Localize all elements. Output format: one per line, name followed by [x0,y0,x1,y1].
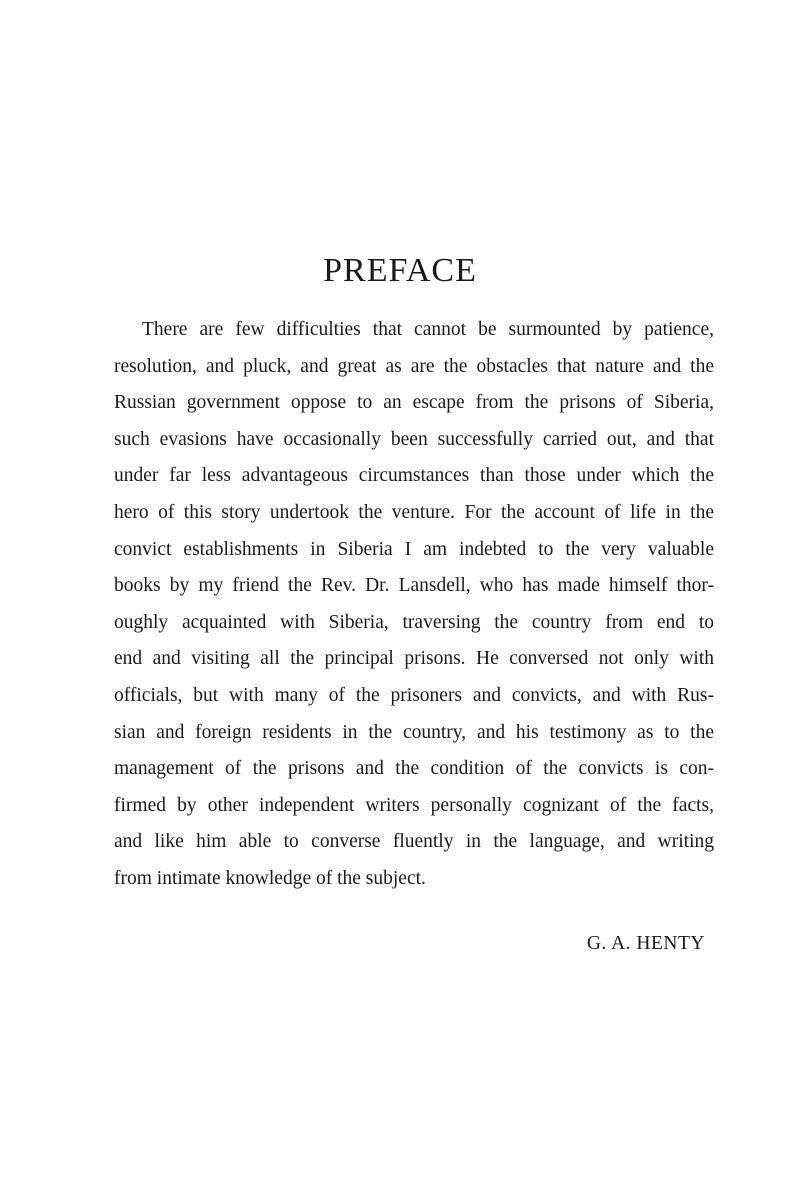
paragraph-line: convict establishments in Siberia I am indebted to the very valuable [114,538,714,560]
paragraph-line: hero of this story undertook the venture. For the account of life in the [114,501,714,523]
page-title: PREFACE [323,252,477,289]
paragraph-line: There are few difficulties that cannot be surmounted by patience, [142,319,714,340]
paragraph-line: Russian government oppose to an escape from the prisons of Siberia, [114,392,714,414]
paragraph-line: such evasions have occasionally been successfully carried out, and that [114,428,714,450]
preface-paragraph [114,312,714,898]
author-signature: G. A. HENTY [586,933,705,954]
paragraph-line: management of the prisons and the condition of the convicts is con- [114,758,714,780]
paragraph-line: sian and foreign residents in the country, and his testimony as to the [114,721,714,743]
paragraph-line: officials, but with many of the prisoners and convicts, and with Rus- [114,684,714,706]
paragraph-line: end and visiting all the principal prisons. He conversed not only with [114,648,714,670]
paragraph-line: oughly acquainted with Siberia, traversing the country from end to [114,611,714,633]
paragraph-line: resolution, and pluck, and great as are the obstacles that nature and the [114,355,714,377]
paragraph-line: under far less advantageous circumstances than those under which the [114,465,714,487]
paragraph-line: firmed by other independent writers personally cognizant of the facts, [114,794,714,816]
paragraph-line: from intimate knowledge of the subject. [114,867,426,889]
paragraph-line: books by my friend the Rev. Dr. Lansdell, who has made himself thor- [114,575,714,597]
paragraph-line: and like him able to converse fluently in the language, and writing [114,831,714,853]
